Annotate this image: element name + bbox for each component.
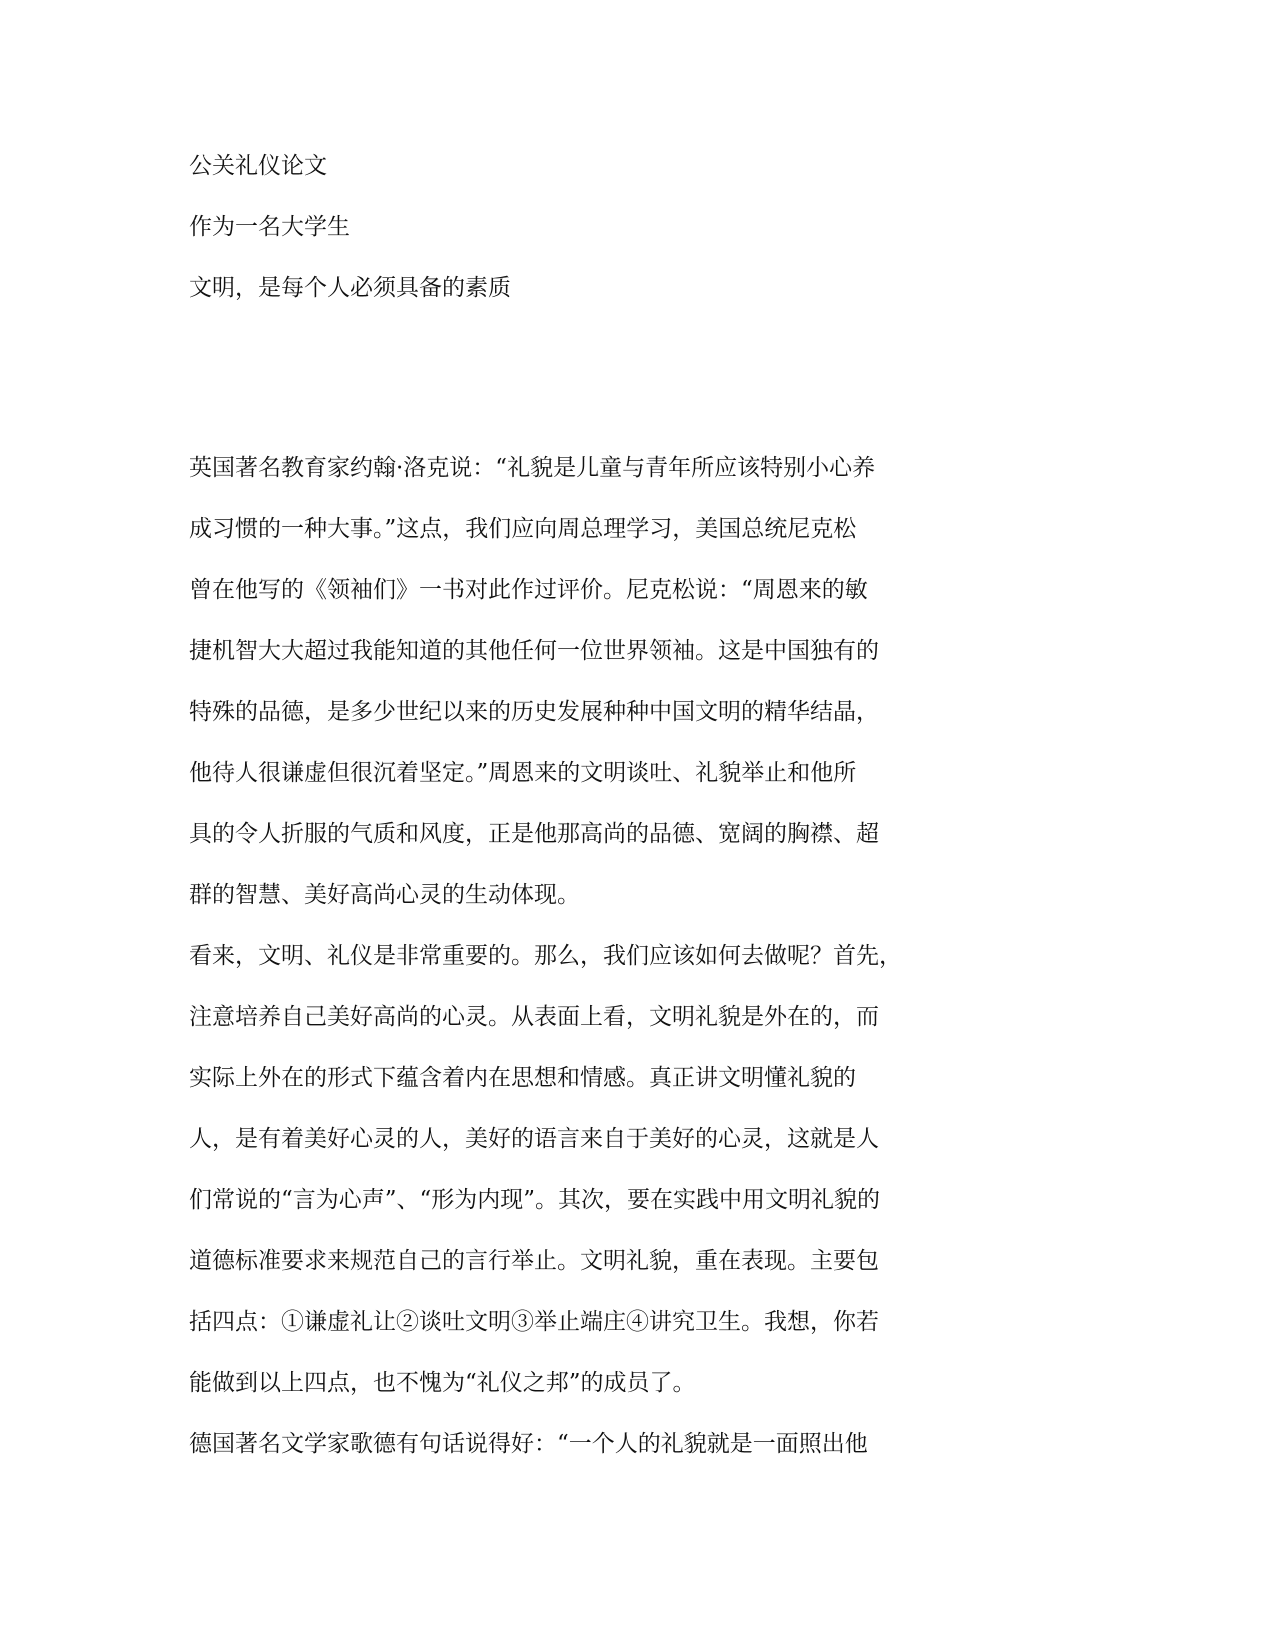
paragraph-line: 特殊的品德，是多少世纪以来的历史发展种种中国文明的精华结晶， xyxy=(189,699,879,725)
paragraph-line: 括四点：①谦虚礼让②谈吐文明③举止端庄④讲究卫生。我想，你若 xyxy=(189,1309,879,1335)
subtitle-line: 作为一名大学生 xyxy=(189,214,350,240)
paragraph-line: 们常说的“言为心声”、“形为内现”。其次，要在实践中用文明礼貌的 xyxy=(189,1187,881,1213)
subtitle-line: 文明，是每个人必须具备的素质 xyxy=(189,275,511,301)
paragraph-line: 人，是有着美好心灵的人，美好的语言来自于美好的心灵，这就是人 xyxy=(189,1126,879,1152)
paragraph-line: 注意培养自己美好高尚的心灵。从表面上看，文明礼貌是外在的，而 xyxy=(189,1004,879,1030)
paragraph-line: 具的令人折服的气质和风度，正是他那高尚的品德、宽阔的胸襟、超 xyxy=(189,821,879,847)
paragraph-line: 看来，文明、礼仪是非常重要的。那么，我们应该如何去做呢？首先， xyxy=(189,943,902,969)
paragraph-line: 捷机智大大超过我能知道的其他任何一位世界领袖。这是中国独有的 xyxy=(189,638,879,664)
paragraph-line: 能做到以上四点，也不愧为“礼仪之邦”的成员了。 xyxy=(189,1370,696,1396)
paragraph-line: 英国著名教育家约翰·洛克说：“礼貌是儿童与青年所应该特别小心养 xyxy=(189,455,876,481)
paragraph-line: 实际上外在的形式下蕴含着内在思想和情感。真正讲文明懂礼貌的 xyxy=(189,1065,856,1091)
paragraph-line: 他待人很谦虚但很沉着坚定。”周恩来的文明谈吐、礼貌举止和他所 xyxy=(189,760,857,786)
paragraph-line: 曾在他写的《领袖们》一书对此作过评价。尼克松说：“周恩来的敏 xyxy=(189,577,868,603)
paragraph-line: 德国著名文学家歌德有句话说得好：“一个人的礼貌就是一面照出他 xyxy=(189,1431,868,1457)
paragraph-line: 群的智慧、美好高尚心灵的生动体现。 xyxy=(189,882,580,908)
paragraph-line: 道德标准要求来规范自己的言行举止。文明礼貌，重在表现。主要包 xyxy=(189,1248,879,1274)
paragraph-line: 成习惯的一种大事。”这点，我们应向周总理学习，美国总统尼克松 xyxy=(189,516,857,542)
document-title: 公关礼仪论文 xyxy=(189,153,327,179)
